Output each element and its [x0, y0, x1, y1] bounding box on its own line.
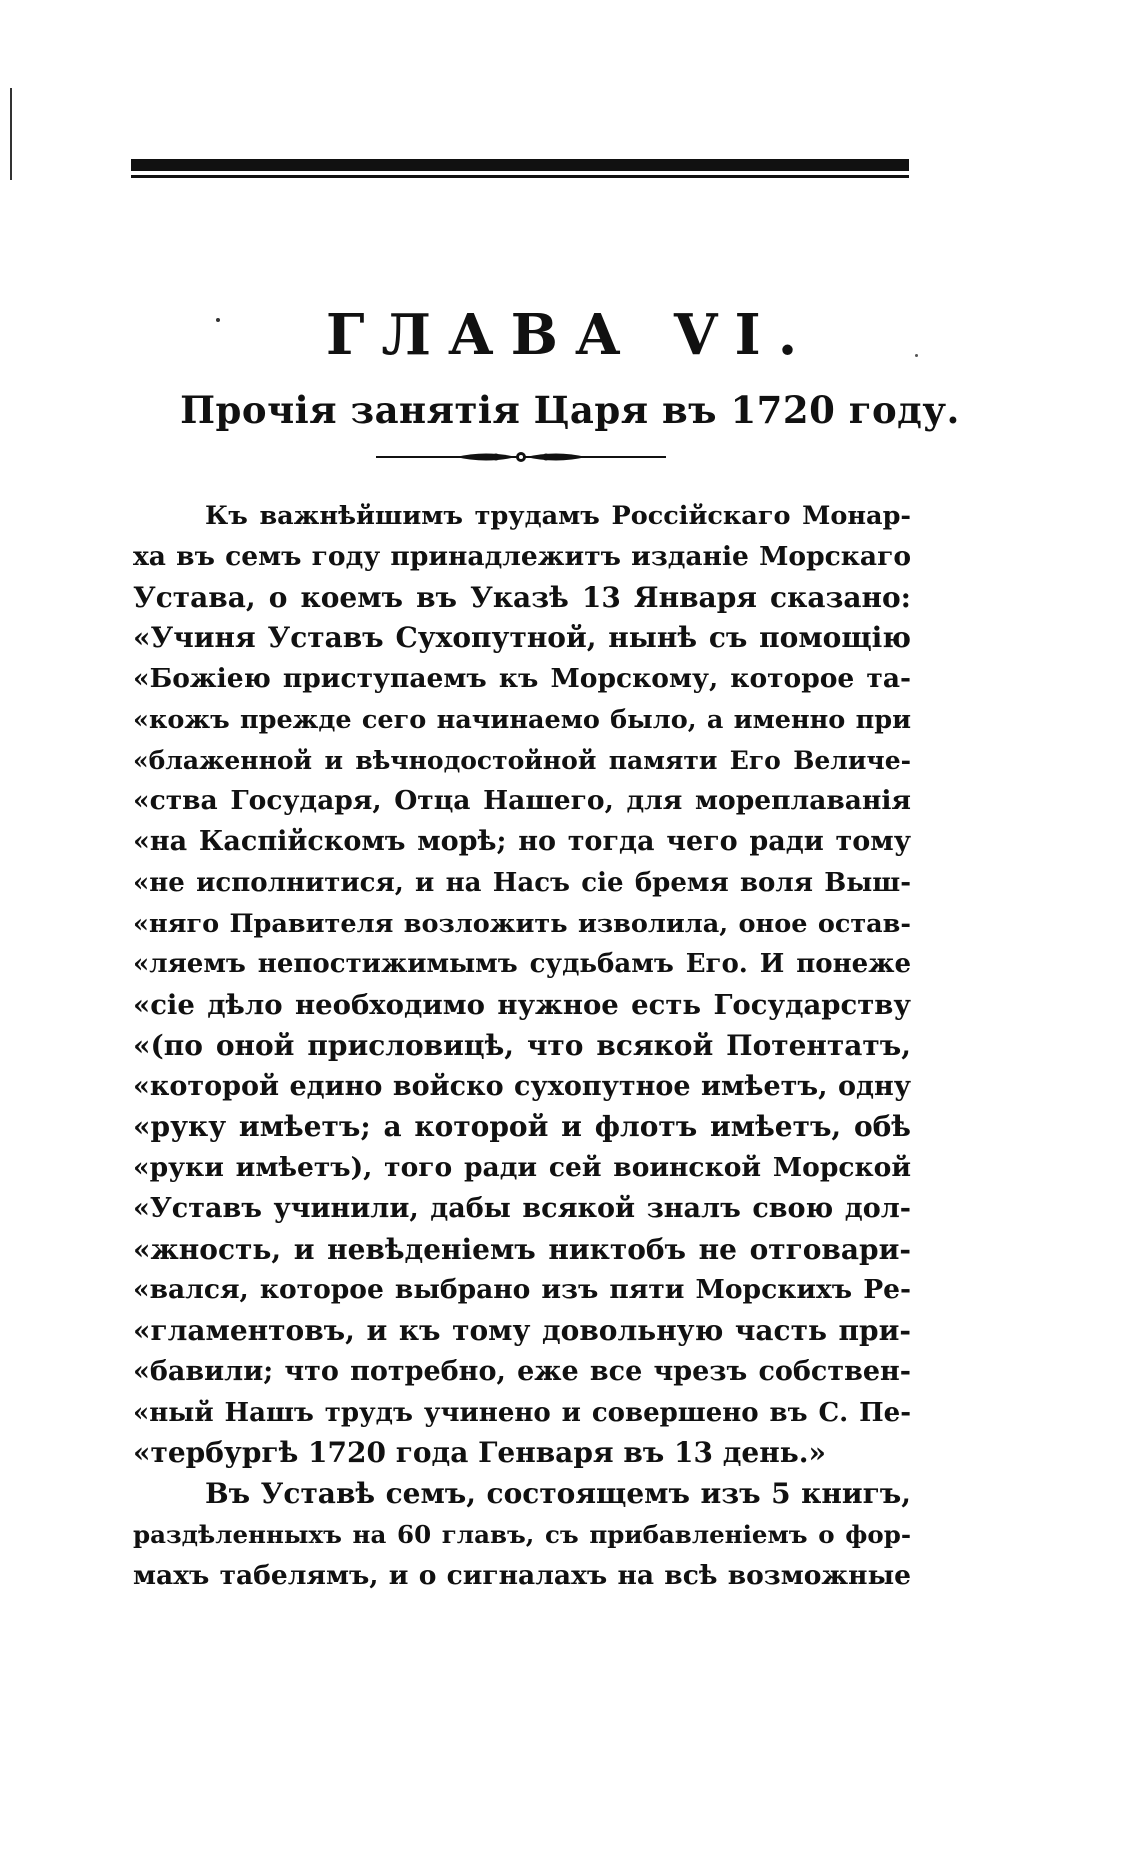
- text-line: «руки имѣетъ), того ради сей воинской Морской: [133, 1152, 911, 1183]
- text-line: «ляемъ непостижимымъ судьбамъ Его. И понеже: [133, 949, 911, 980]
- text-line: ха въ семъ году принадлежитъ изданіе Морскаго: [133, 540, 911, 572]
- header-rule-thick: [131, 159, 909, 171]
- chapter-title: ГЛАВА VI.: [325, 302, 815, 368]
- text-line: Въ Уставѣ семъ, состоящемъ изъ 5 книгъ,: [205, 1477, 911, 1510]
- text-line: «блаженной и вѣчнодостойной памяти Его Величе-: [133, 745, 911, 775]
- page-edge-line: [10, 88, 12, 180]
- text-line: «на Каспійскомъ морѣ; но тогда чего ради тому: [133, 826, 911, 857]
- text-line: «гламентовъ, и къ тому довольную часть при-: [133, 1314, 911, 1347]
- text-line: «жность, и невѣденіемъ никтобъ не отговари-: [133, 1232, 911, 1266]
- text-line: Устава, о коемъ въ Указѣ 13 Января сказано:: [133, 580, 911, 614]
- text-line: «няго Правителя возложить изволила, оное остав-: [133, 908, 911, 939]
- text-line: Къ важнѣйшимъ трудамъ Россійскаго Монар-: [205, 501, 911, 531]
- text-line: «ства Государя, Отца Нашего, для мореплаванія: [133, 785, 911, 817]
- chapter-subtitle: Прочія занятія Царя въ 1720 году.: [180, 388, 960, 432]
- text-line: «(по оной присловицѣ, что всякой Потентатъ,: [133, 1028, 911, 1062]
- text-line: «вался, которое выбрано изъ пяти Морскихъ Ре-: [133, 1274, 911, 1306]
- text-line: «сіе дѣло необходимо нужное есть Государству: [133, 989, 911, 1021]
- text-line: «Божіею приступаемъ къ Морскому, которое та-: [133, 663, 911, 694]
- text-line: «не исполнитися, и на Насъ сіе бремя воля Выш-: [133, 867, 911, 898]
- text-line: «кожъ прежде сего начинаемо было, а именно при: [133, 704, 911, 735]
- ornament-divider-icon: [376, 446, 666, 468]
- text-line: «которой едино войско сухопутное имѣетъ, одну: [133, 1070, 911, 1102]
- text-line: «ный Нашъ трудъ учинено и совершено въ С. Пе-: [133, 1397, 911, 1428]
- text-line: «Учиня Уставъ Сухопутной, нынѣ съ помощію: [133, 621, 911, 655]
- header-rule-thin: [131, 175, 909, 178]
- text-line: махъ табелямъ, и о сигналахъ на всѣ возможные: [133, 1559, 911, 1591]
- text-line: «тербургѣ 1720 года Генваря въ 13 день.»: [133, 1436, 826, 1470]
- text-line: «руку имѣетъ; а которой и флотъ имѣетъ, обѣ: [133, 1110, 911, 1144]
- header-rule: [131, 159, 909, 178]
- text-line: «бавили; что потребно, еже все чрезъ собствен-: [133, 1355, 911, 1387]
- text-line: раздѣленныхъ на 60 главъ, съ прибавленіемъ о фор-: [133, 1519, 911, 1549]
- text-line: «Уставъ учинили, дабы всякой зналъ свою дол-: [133, 1192, 911, 1224]
- body-text: [133, 496, 911, 1596]
